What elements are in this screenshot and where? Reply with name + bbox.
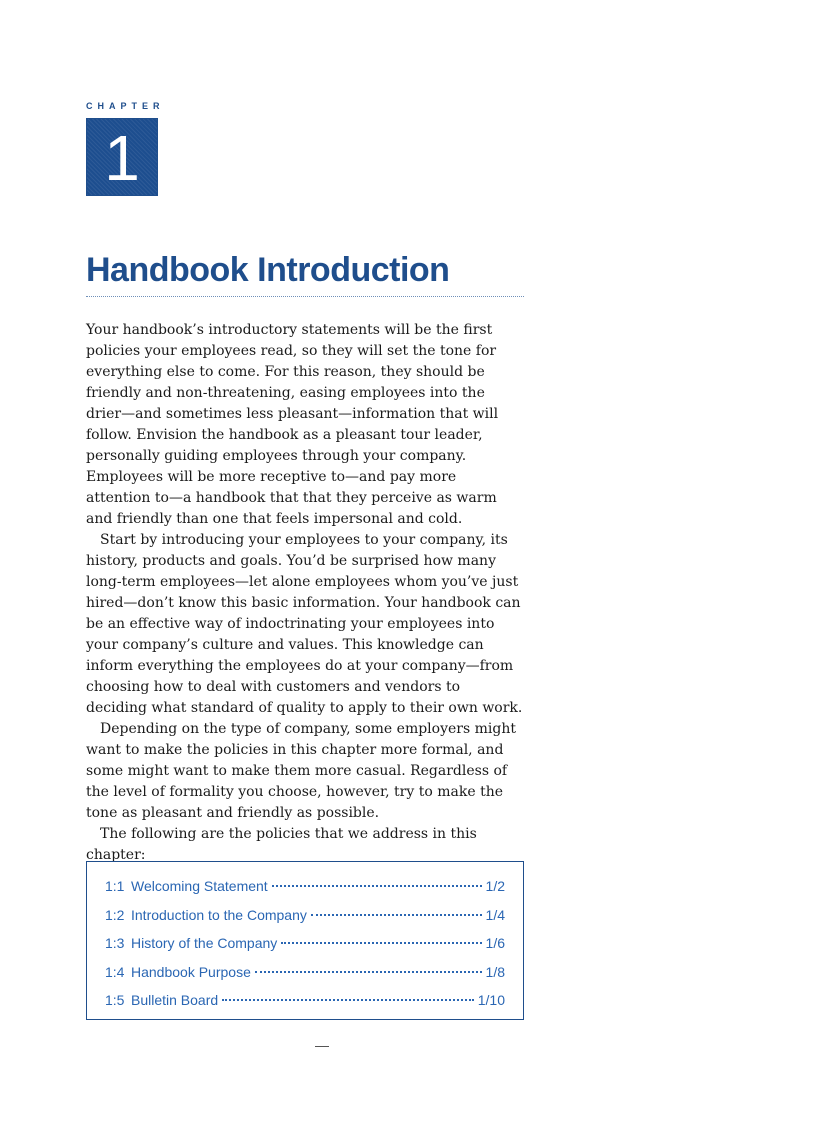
toc-page: 1/2 <box>485 878 505 894</box>
toc-title: History of the Company <box>131 935 278 951</box>
toc-title: Introduction to the Company <box>131 906 307 923</box>
toc-entry-bulletin-board[interactable] <box>105 986 505 1015</box>
toc-leader <box>255 971 482 973</box>
paragraph: Your handbook’s introductory statements will be the first policies your employees read, so they will set the tone for everything else to come. For this reason, they should be friendly and non-threatening, easing employees into the drier—and sometimes less pleasant—information that will follow. Envision the handbook as a pleasant tour leader, personally guiding employees through your company. Employees will be more receptive to—and pay more attention to—a handbook that that they perceive as warm and friendly than one that feels impersonal and cold. <box>86 322 499 527</box>
toc-entry-history-of-company[interactable] <box>105 929 505 958</box>
chapter-number-box <box>86 118 158 196</box>
toc-page: 1/4 <box>485 906 505 923</box>
title-divider <box>86 296 524 297</box>
toc-leader <box>281 942 481 944</box>
toc-entry-handbook-purpose[interactable] <box>105 958 505 987</box>
toc-page: 1/8 <box>485 963 505 980</box>
page-footer-mark <box>315 1046 329 1047</box>
toc-title: Bulletin Board <box>131 992 219 1008</box>
toc-number: 1:2 <box>105 906 125 923</box>
chapter-label: CHAPTER <box>86 101 165 111</box>
toc-page: 1/10 <box>477 992 505 1008</box>
paragraph: Depending on the type of company, some employers might want to make the policies in this chapter more formal, and some might want to make them more casual. Regardless of the level of formality you choose, however, try to make the tone as pleasant and friendly as possible. <box>86 721 516 821</box>
chapter-number: 1 <box>104 122 140 194</box>
toc-title: Handbook Purpose <box>131 963 251 980</box>
body-text <box>86 320 524 866</box>
toc-title: Welcoming Statement <box>131 878 268 894</box>
page-title: Handbook Introduction <box>86 251 450 289</box>
toc-number: 1:1 <box>105 878 125 894</box>
toc-entry-introduction-to-company[interactable] <box>105 901 505 930</box>
toc-number: 1:3 <box>105 935 125 951</box>
toc-leader <box>272 885 482 887</box>
toc-entry-welcoming-statement[interactable] <box>105 872 505 901</box>
toc-leader <box>311 914 482 916</box>
toc-page: 1/6 <box>485 935 505 951</box>
paragraph: Start by introducing your employees to your company, its history, products and goals. You’d be surprised how many long-term employees—let alone employees whom you’ve just hired—don’t know this basic information. Your handbook can be an effective way of indoctrinating your employees into your company’s culture and values. This knowledge can inform everything the employees do at your company—from choosing how to deal with customers and vendors to deciding what standard of quality to apply to their own work. <box>86 532 523 716</box>
toc-leader <box>222 999 474 1001</box>
policy-toc <box>86 861 524 1020</box>
paragraph: The following are the policies that we address in this chapter: <box>86 826 477 863</box>
toc-number: 1:4 <box>105 963 125 980</box>
toc-number: 1:5 <box>105 992 125 1008</box>
